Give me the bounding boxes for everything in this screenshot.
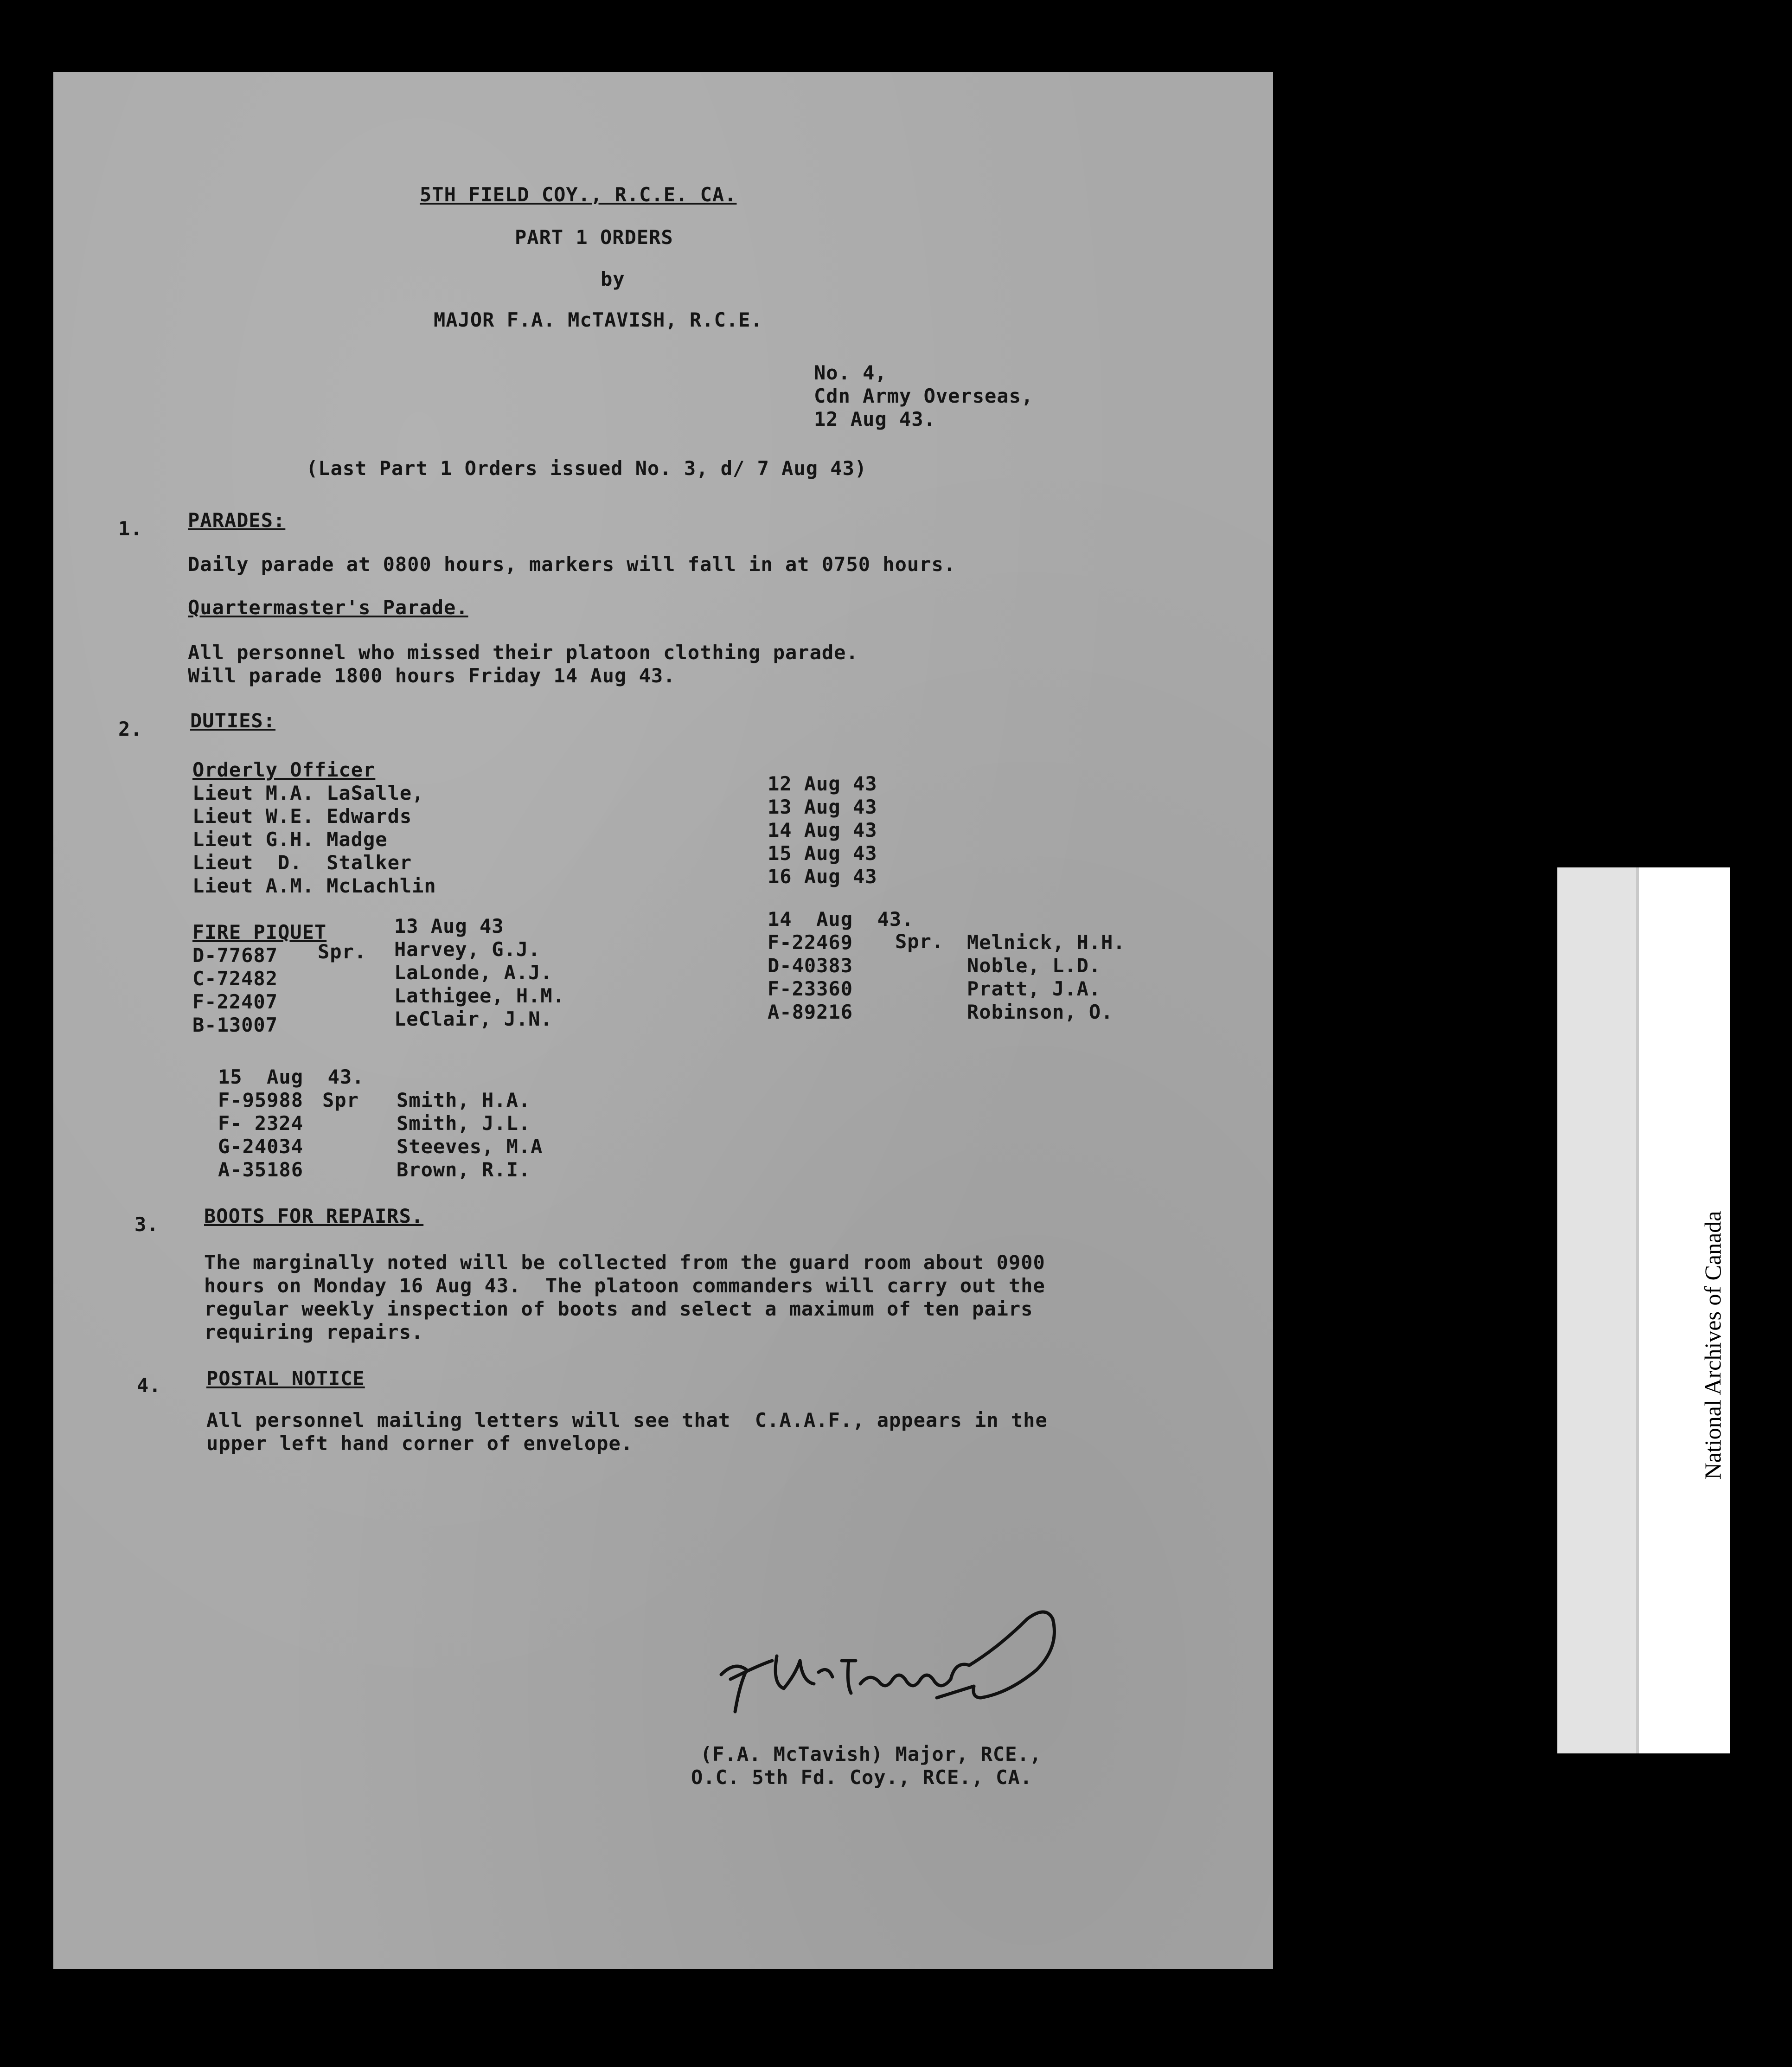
service-number: F-95988 [218,1089,304,1111]
officer-line: MAJOR F.A. McTAVISH, R.C.E. [434,308,763,331]
last-orders-note: (Last Part 1 Orders issued No. 3, d/ 7 Aug 43) [306,457,867,480]
fire-piquet-title: FIRE PIQUET [192,921,327,944]
soldier-name: Lathigee, H.M. [394,984,565,1007]
section-title: DUTIES: [190,709,276,732]
orderly-officer-name: Lieut G.H. Madge [192,828,388,851]
soldier-name: Noble, L.D. [967,954,1101,977]
service-number: D-40383 [768,954,853,977]
section-title: POSTAL NOTICE [206,1367,365,1390]
archive-label-french: Archives nationales du Canada [1734,1201,1760,1489]
service-number: F- 2324 [218,1112,304,1135]
orderly-officer-name: Lieut W.E. Edwards [192,805,412,828]
order-number: No. 4, [814,361,887,384]
soldier-name: Melnick, H.H. [967,931,1126,954]
soldier-name: Pratt, J.A. [967,977,1101,1000]
archive-label [1557,867,1760,1753]
paragraph-line: regular weekly inspection of boots and select a maximum of ten pairs [204,1297,1033,1320]
paragraph-line: Will parade 1800 hours Friday 14 Aug 43. [188,664,676,687]
fire-piquet-rank: Spr [322,1089,359,1111]
orderly-officer-date: 13 Aug 43 [768,796,877,818]
service-number: A-89216 [768,1001,853,1023]
soldier-name: LeClair, J.N. [394,1008,553,1030]
section-number: 3. [134,1213,159,1236]
soldier-name: Brown, R.I. [397,1158,531,1181]
soldier-name: Robinson, O. [967,1001,1114,1023]
document-page [53,72,1273,1969]
orderly-officer-title: Orderly Officer [192,758,376,781]
section-title: PARADES: [188,509,286,532]
orderly-officer-name: Lieut M.A. LaSalle, [192,782,424,804]
soldier-name: Smith, J.L. [397,1112,531,1135]
order-location: Cdn Army Overseas, [814,385,1034,407]
signature-line: O.C. 5th Fd. Coy., RCE., CA. [691,1766,1033,1789]
service-number: G-24034 [218,1135,304,1158]
fire-piquet-date: 13 Aug 43 [394,915,504,937]
paragraph-line: hours on Monday 16 Aug 43. The platoon commanders will carry out the [204,1274,1045,1297]
service-number: F-23360 [768,977,853,1000]
soldier-name: Steeves, M.A [397,1135,543,1158]
orderly-officer-date: 12 Aug 43 [768,772,877,795]
archive-label-text [1696,1136,1764,1554]
fire-piquet-date: 14 Aug 43. [768,908,914,931]
service-number: D-77687 [192,944,278,967]
section-number: 2. [118,718,143,740]
soldier-name: Smith, H.A. [397,1089,531,1111]
soldier-name: LaLonde, A.J. [394,961,553,984]
section-number: 1. [118,517,143,540]
handwritten-signature [703,1591,1064,1730]
paragraph-line: requiring repairs. [204,1321,424,1343]
orderly-officer-date: 14 Aug 43 [768,819,877,841]
unit-title: 5TH FIELD COY., R.C.E. CA. [420,183,737,206]
paragraph-line: All personnel mailing letters will see that C.A.A.F., appears in the [206,1409,1048,1431]
orderly-officer-name: Lieut A.M. McLachlin [192,874,436,897]
fire-piquet-rank: Spr. [318,940,367,963]
archive-label-english: National Archives of Canada [1700,1211,1726,1480]
orders-title: PART 1 ORDERS [515,226,673,249]
order-date: 12 Aug 43. [814,408,936,430]
fire-piquet-date: 15 Aug 43. [218,1066,365,1088]
orderly-officer-date: 16 Aug 43 [768,865,877,888]
service-number: B-13007 [192,1014,278,1036]
paragraph-line: upper left hand corner of envelope. [206,1432,634,1455]
paragraph-line: All personnel who missed their platoon clothing parade. [188,641,858,664]
orderly-officer-name: Lieut D. Stalker [192,851,412,874]
service-number: F-22469 [768,931,853,954]
section-number: 4. [137,1374,161,1397]
signature-line: (F.A. McTavish) Major, RCE., [700,1743,1042,1765]
parade-text: Daily parade at 0800 hours, markers will fall in at 0750 hours. [188,553,956,576]
by-line: by [601,268,625,290]
service-number: C-72482 [192,967,278,990]
subsection-title: Quartermaster's Parade. [188,596,468,619]
orderly-officer-date: 15 Aug 43 [768,842,877,865]
service-number: F-22407 [192,990,278,1013]
paragraph-line: The marginally noted will be collected from the guard room about 0900 [204,1251,1045,1274]
soldier-name: Harvey, G.J. [394,938,541,961]
fire-piquet-rank: Spr. [895,930,944,953]
service-number: A-35186 [218,1158,304,1181]
section-title: BOOTS FOR REPAIRS. [204,1205,424,1227]
